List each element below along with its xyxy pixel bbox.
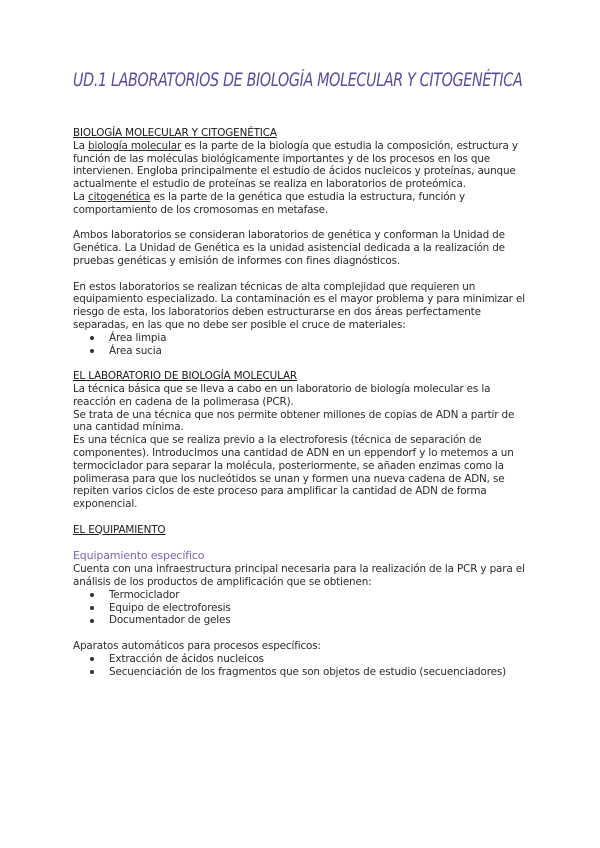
paragraph-aparatos: Aparatos automáticos para procesos específicos: (73, 640, 321, 653)
document-body (73, 127, 533, 678)
term-citogenetica: citogenética (88, 190, 151, 203)
list-item: Termociclador (73, 589, 533, 602)
paragraph-pcr: La técnica básica que se lleva a cabo en un laboratorio de biología molecular es la reacción en cadena de la polimerasa (PCR). (73, 382, 491, 408)
paragraph-laboratorios: En estos laboratorios se realizan técnicas de alta complejidad que requieren un equipamiento especializado. La contaminación es el mayor problema y para minimizar el riesgo de esta, los laboratorios deben estructurarse en dos áreas perfectamente separadas, en las que no debe ser posible el cruce de materiales: (73, 280, 525, 331)
paragraph-citogenetica (73, 191, 533, 217)
term-biologia-molecular: biología molecular (88, 139, 182, 152)
paragraph-electroforesis: Es una técnica que se realiza previo a la electroforesis (técnica de separación de componentes). Introducimos una cantidad de ADN en un eppendorf y lo metemos a un termociclador para separar la molécula, posteriormente, se añaden enzimas como la polimerasa para que los nucleótidos se unan y formen una nueva cadena de ADN, se repiten varios ciclos de este proceso para amplificar la cantidad de ADN de forma exponencial. (73, 434, 514, 511)
paragraph-unidad-genetica: Ambos laboratorios se consideran laboratorios de genética y conforman la Unidad de Genética. La Unidad de Genética es la unidad asistencial dedicada a la realización de pruebas genéticas y emisión de informes con fines diagnósticos. (73, 229, 505, 267)
subheading-equipamiento-especifico: Equipamiento específico (73, 549, 205, 563)
paragraph-copias: Se trata de una técnica que nos permite obtener millones de copias de ADN a partir de una cantidad mínima. (73, 408, 515, 434)
paragraph-infraestructura: Cuenta con una infraestructura principal necesaria para la realización de la PCR y para el análisis de los productos de amplificación que se obtienen: (73, 563, 525, 589)
paragraph-biologia-molecular (73, 140, 533, 191)
section-heading-biologia: BIOLOGÍA MOLECULAR Y CITOGENÉTICA (73, 127, 277, 139)
text: La (73, 139, 89, 152)
list-item: Documentador de geles (73, 614, 533, 627)
section-heading-laboratorio: EL LABORATORIO DE BIOLOGÍA MOLECULAR (73, 370, 297, 383)
section-heading-equipamiento: EL EQUIPAMIENTO (73, 523, 166, 536)
document-title: UD.1 LABORATORIOS DE BIOLOGÍA MOLECULAR Y CITOGENÉTICA (73, 70, 523, 91)
equipment-list (73, 589, 533, 627)
list-item: Equipo de electroforesis (73, 602, 533, 615)
list-item: Área limpia (73, 332, 533, 345)
areas-list (73, 332, 533, 358)
list-item: Extracción de ácidos nucleicos (73, 653, 533, 666)
list-item: Secuenciación de los fragmentos que son objetos de estudio (secuenciadores) (73, 666, 533, 679)
text: es la parte de la biología que estudia la composición, estructura y función de las moléculas biológicamente importantes y de los procesos en los que intervienen. Engloba principalmente el estudio de ácidos nucleicos y proteínas, aunque actualmente el estudio de proteínas se realiza en laboratorios de proteómica. (73, 139, 518, 191)
list-item: Área sucia (73, 345, 533, 358)
automatic-devices-list (73, 653, 533, 679)
text: es la parte de la genética que estudia la estructura, función y comportamiento de los cromosomas en metafase. (73, 190, 466, 216)
text: La (73, 190, 89, 203)
